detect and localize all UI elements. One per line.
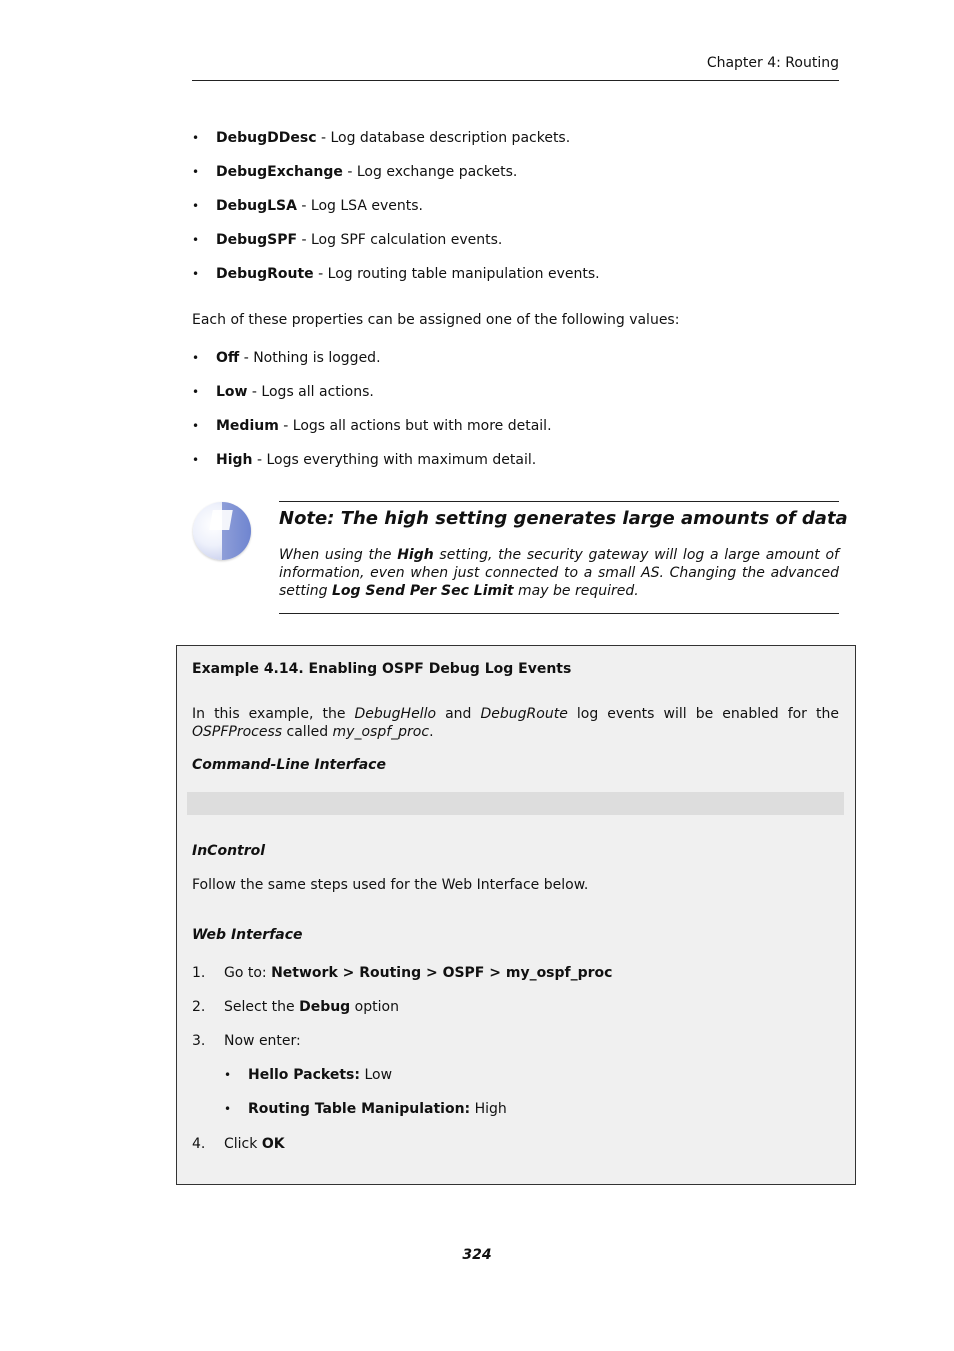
- list-item: • Low - Logs all actions.: [192, 383, 832, 417]
- list-item: • Off - Nothing is logged.: [192, 349, 832, 383]
- list-item: • High - Logs everything with maximum detail.: [192, 451, 832, 485]
- list-item: • Medium - Logs all actions but with more detail.: [192, 417, 832, 451]
- note-top-divider: [279, 501, 839, 502]
- list-item: • DebugSPF - Log SPF calculation events.: [192, 231, 832, 265]
- header-divider: [192, 80, 839, 81]
- incontrol-heading: InControl: [192, 843, 266, 859]
- cli-code-block: [187, 792, 844, 815]
- list-item: • DebugExchange - Log exchange packets.: [192, 163, 832, 197]
- note-bottom-divider: [279, 613, 839, 614]
- values-intro-paragraph: Each of these properties can be assigned one of the following values:: [192, 312, 680, 328]
- page-number: 324: [462, 1247, 492, 1263]
- sub-item-hello-packets: • Hello Packets: Low: [224, 1067, 393, 1083]
- example-intro: In this example, the DebugHello and DebugRoute log events will be enabled for the OSPFProcess called my_ospf_proc.: [192, 706, 839, 740]
- list-item: • DebugRoute - Log routing table manipulation events.: [192, 265, 832, 299]
- note-title: Note: The high setting generates large amounts of data: [279, 508, 848, 529]
- values-list: [192, 349, 832, 485]
- web-interface-heading: Web Interface: [192, 927, 303, 943]
- incontrol-text: Follow the same steps used for the Web Interface below.: [192, 877, 589, 893]
- sub-item-routing-table: • Routing Table Manipulation: High: [224, 1101, 507, 1117]
- debug-property-list: [192, 129, 832, 299]
- example-title: Example 4.14. Enabling OSPF Debug Log Events: [192, 661, 572, 677]
- chapter-header: Chapter 4: Routing: [706, 55, 839, 71]
- list-item: • DebugLSA - Log LSA events.: [192, 197, 832, 231]
- cli-heading: Command-Line Interface: [192, 757, 386, 773]
- step-1: 1. Go to: Network > Routing > OSPF > my_ospf_proc: [192, 965, 613, 981]
- note-body: When using the High setting, the security gateway will log a large amount of information, even when just connected to a small AS. Changing the advanced setting Log Send Per Sec Limit may be required.: [279, 547, 839, 599]
- step-2: 2. Select the Debug option: [192, 999, 399, 1015]
- step-3: 3. Now enter:: [192, 1033, 301, 1049]
- list-item: • DebugDDesc - Log database description packets.: [192, 129, 832, 163]
- step-4: 4. Click OK: [192, 1136, 285, 1152]
- note-icon: [193, 502, 251, 560]
